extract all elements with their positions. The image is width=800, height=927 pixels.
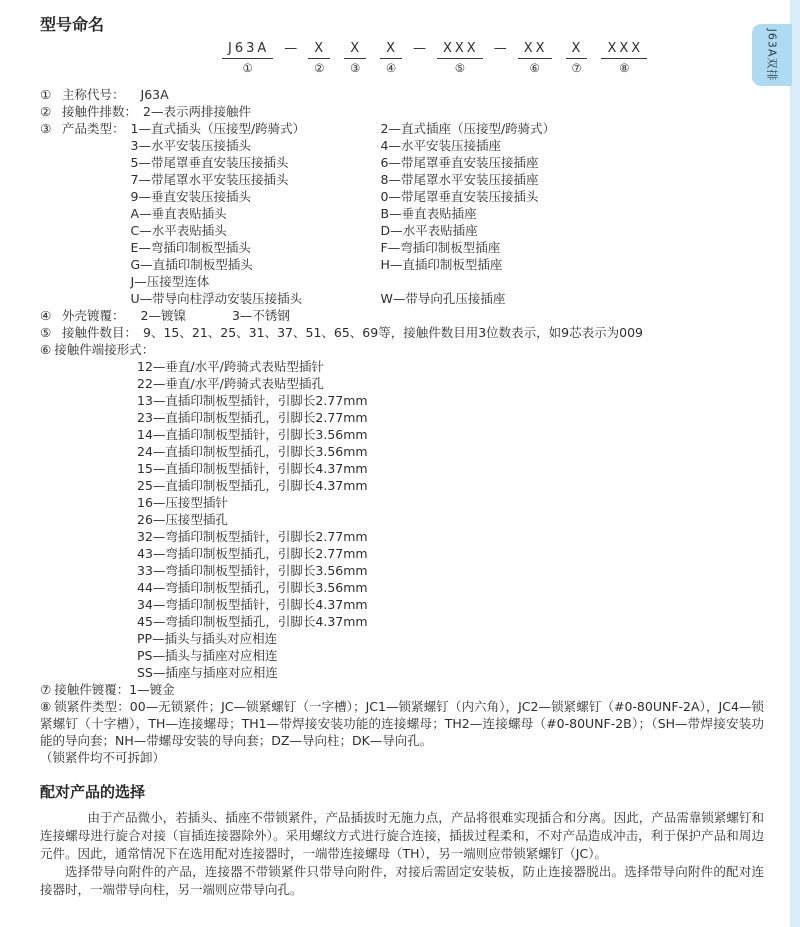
list-item: 45—弯插印制板型插孔，引脚长4.37mm [137,614,368,629]
list-item: 23—直插印制板型插孔，引脚长2.77mm [137,410,368,425]
note-label: 接触件端接形式： [54,342,155,357]
list-item: 26—压接型插孔 [137,512,228,527]
formula-index-2: ② [314,61,325,75]
formula-segment-2 [308,41,330,74]
list-item: 22—垂直/水平/跨骑式表贴型插孔 [137,376,324,391]
formula-text-7: X [566,41,588,59]
formula-text-6: XX [518,41,552,59]
formula-segment-5 [437,41,483,74]
note-label: 接触件排数： [62,104,138,119]
note-locking-type [40,698,764,766]
list-item: 44—弯插印制板型插孔，引脚长3.56mm [137,580,368,595]
type-cell: 3—水平安装压接插头 [130,138,251,153]
list-item: 32—弯插印制板型插针，引脚长2.77mm [137,529,368,544]
table-row [131,290,764,307]
formula-segment-4 [380,41,402,74]
type-cell: 0—带尾罩垂直安装压接插头 [380,189,539,204]
note-label: 外壳镀覆： [62,308,125,323]
list-item: 24—直插印制板型插孔，引脚长3.56mm [137,444,368,459]
page-title: 型号命名 [40,15,105,34]
table-row [131,256,764,273]
section-title-pairing: 配对产品的选择 [40,783,146,801]
list-item: 13—直插印制板型插针，引脚长2.77mm [137,393,368,408]
termination-list [137,358,764,681]
formula-text-3: X [344,41,366,59]
note-content: J63A [140,87,169,102]
note-label: 主称代号： [62,87,125,102]
type-cell: W—带导向孔压接插座 [380,291,506,306]
formula-text-4: X [380,41,402,59]
formula-text-8: XXX [601,41,647,59]
list-item: PP—插头与插头对应相连 [137,631,278,646]
note-label: 接触件数目： [62,325,138,340]
type-cell: 9—垂直安装压接插头 [130,189,251,204]
note-contact-rows [40,103,764,120]
note-content: 00—无锁紧件；JC—锁紧螺钉（一字槽）；JC1—锁紧螺钉（内六角），JC2—锁紧螺钉（#0-80UNF-2A），JC4—锁紧螺钉（十字槽），TH—连接螺母；TH1—带焊接安装功能的连接螺母；TH2—连接螺母（#0-80UNF-2B）；（SH—带焊接安装功能的导向套；NH—带螺母安装的导向套；DZ—导向柱；DK—导向孔。 [40,699,764,748]
formula-index-8: ⑧ [619,61,630,75]
formula-dash: — [284,41,298,56]
note-number: ⑦ [40,682,52,697]
list-item: 34—弯插印制板型插针，引脚长4.37mm [137,597,368,612]
note-content: 1—镀金 [129,682,175,697]
type-cell: F—弯插印制板型插座 [380,240,501,255]
formula-segment-3 [344,41,366,74]
type-cell: U—带导向柱浮动安装压接插头 [130,291,303,306]
note-label: 产品类型： [62,121,125,136]
formula-index-6: ⑥ [529,61,540,75]
table-row [131,171,764,188]
formula-index-3: ③ [349,61,361,75]
model-number-formula [215,41,764,74]
formula-index-5: ⑤ [454,61,466,75]
table-row [131,239,764,256]
formula-segment-1 [222,41,273,74]
note-content: 2—镀镍 [140,308,186,323]
pairing-paragraph-2: 选择带导向附件的产品，连接器不带锁紧件只带导向附件，对接后需固定安装板，防止连接器脱出。选择带导向附件的配对连接器时，一端带导向柱，另一端则应带导向孔。 [40,864,764,897]
note-shell-plating [40,307,764,324]
note-number: ① [40,87,52,102]
note-number: ② [40,104,52,119]
section-tab-label: J63A双排 [765,28,778,82]
table-row [131,137,764,154]
note-termination-header [40,341,764,358]
list-item: 33—弯插印制板型插针，引脚长3.56mm [137,563,368,578]
table-row [131,222,764,239]
product-type-table [131,120,764,307]
type-cell: G—直插印制板型插头 [130,257,253,272]
formula-index-4: ④ [385,61,397,75]
table-row [131,154,764,171]
note-label: 接触件镀覆： [54,682,130,697]
type-cell: H—直插印制板型插座 [380,257,503,272]
list-item: 15—直插印制板型插针，引脚长4.37mm [137,461,368,476]
page-edge-strip [790,0,800,927]
formula-dash: — [493,41,507,56]
note-content: 9、15、21、25、31、37、51、65、69等，接触件数目用3位数表示，如9芯表示为009 [143,325,643,340]
type-cell: 2—直式插座（压接型/跨骑式） [380,121,556,136]
type-cell: E—弯插印制板型插头 [130,240,251,255]
list-item: 25—直插印制板型插孔，引脚长4.37mm [137,478,368,493]
type-cell: 5—带尾罩垂直安装压接插头 [130,155,289,170]
list-item: SS—插座与插座对应相连 [137,665,278,680]
note-content: 2—表示两排接触件 [143,104,251,119]
formula-dash: — [413,41,426,56]
note-number: ⑥ [40,342,52,357]
table-row [131,205,764,222]
note-main-code [40,86,764,103]
type-cell: 4—水平安装压接插座 [380,138,501,153]
note-product-type [40,120,764,307]
formula-text-1: J63A [222,41,273,59]
list-item: 43—弯插印制板型插孔，引脚长2.77mm [137,546,368,561]
list-item: 14—直插印制板型插针，引脚长3.56mm [137,427,368,442]
note-contact-count [40,324,764,341]
formula-index-1: ① [242,61,253,75]
type-cell: 7—带尾罩水平安装压接插头 [130,172,289,187]
note-number: ⑤ [40,325,52,340]
type-cell: A—垂直表贴插头 [130,206,227,221]
formula-segment-8 [601,41,647,74]
formula-text-2: X [308,41,330,59]
list-item: 16—压接型插针 [137,495,228,510]
formula-segment-7 [566,41,588,74]
note-number: ③ [40,121,52,136]
section-tab-j63a-double-row[interactable] [752,24,792,86]
type-cell: 1—直式插头（压接型/跨骑式） [130,121,306,136]
table-row [131,188,764,205]
note-content: （锁紧件均不可拆卸） [40,750,166,765]
list-item: 12—垂直/水平/跨骑式表贴型插针 [137,359,324,374]
type-cell: 8—带尾罩水平安装压接插座 [380,172,539,187]
note-number: ⑧ [40,699,52,714]
type-cell: B—垂直表贴插座 [380,206,477,221]
note-content: 3—不锈钢 [231,308,290,323]
formula-index-7: ⑦ [571,61,582,75]
designation-notes [40,86,764,766]
note-contact-plating [40,681,764,698]
table-row [131,120,764,137]
note-label: 锁紧件类型： [54,699,130,714]
type-cell: D—水平表贴插座 [380,223,478,238]
list-item: PS—插头与插座对应相连 [137,648,278,663]
type-cell: 6—带尾罩垂直安装压接插座 [380,155,539,170]
table-row [131,273,764,290]
note-number: ④ [40,308,52,323]
pairing-paragraph-1: 由于产品微小，若插头、插座不带锁紧件，产品插拔时无施力点，产品将很难实现插合和分离。因此，产品需靠锁紧螺钉和连接螺母进行旋合对接（盲插连接器除外）。采用螺纹方式进行旋合连接，插拔过程柔和，不对产品造成冲击，利于保护产品和周边元件。因此，通常情况下在选用配对连接器时，一端带连接螺母（TH），另一端则应带锁紧螺钉（JC）。 [40,810,764,861]
formula-segment-6 [518,41,552,74]
type-cell: J—压接型连体 [130,274,210,289]
formula-text-5: XXX [437,41,483,59]
type-cell: C—水平表贴插头 [130,223,227,238]
